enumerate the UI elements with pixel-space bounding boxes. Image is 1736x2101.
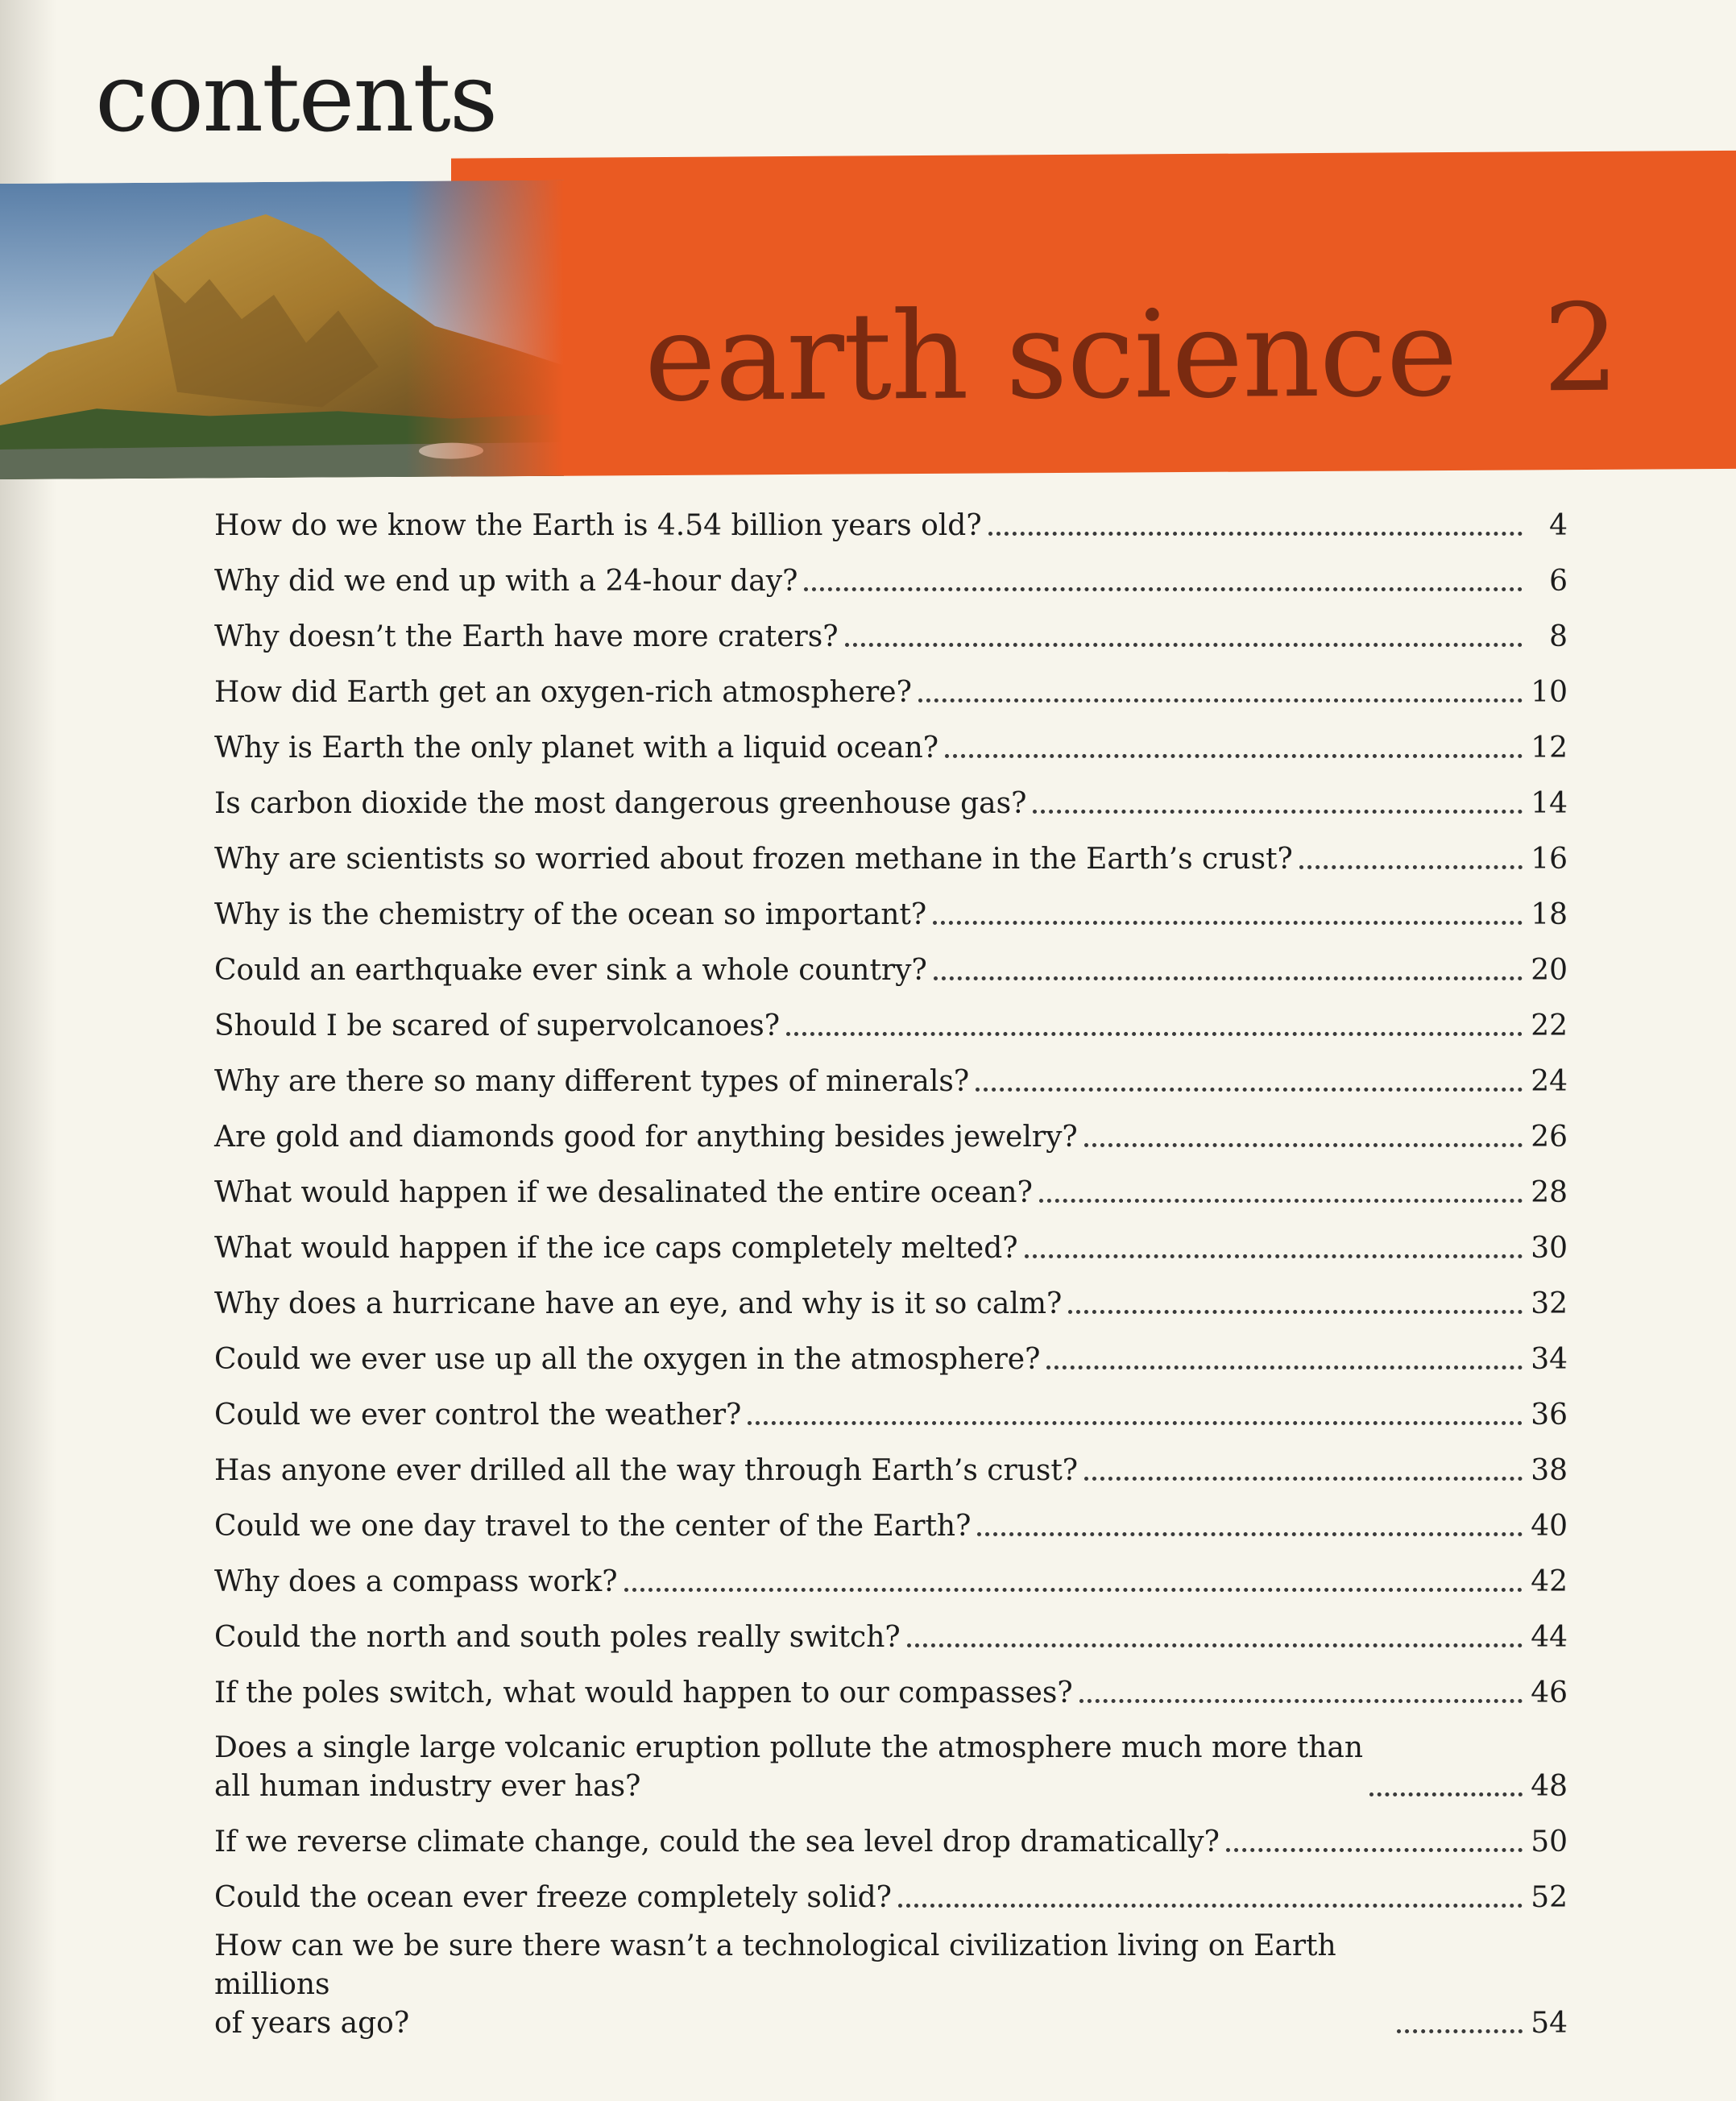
dot-leader [918,698,1523,702]
toc-entry[interactable] [214,1379,1568,1435]
toc-entry-title: Could the north and south poles really switch? [214,1621,901,1654]
toc-entry-page: 46 [1531,1676,1568,1709]
dot-leader [934,976,1523,980]
dot-leader [898,1904,1523,1908]
dot-leader [1299,865,1523,869]
toc-entry-page: 16 [1531,843,1568,876]
toc-entry-page: 24 [1531,1065,1568,1098]
toc-entry-title [214,1729,1363,1806]
dot-leader [845,643,1523,647]
toc-entry-title: What would happen if the ice caps completely melted? [214,1232,1018,1265]
dot-leader [804,587,1523,591]
section-page-number: 2 [1543,278,1620,420]
toc-entry-title: Could an earthquake ever sink a whole country? [214,954,927,987]
toc-entry-title: Could we one day travel to the center of the Earth? [214,1510,972,1543]
toc-entry[interactable] [214,601,1568,657]
toc-entry-page: 44 [1531,1621,1568,1654]
toc-entry[interactable] [214,1806,1568,1862]
toc-entry[interactable] [214,1917,1568,2043]
toc-entry-title: Why doesn’t the Earth have more craters? [214,620,839,653]
toc-entry-page: 48 [1531,1770,1568,1803]
toc-entry-title: If the poles switch, what would happen to our compasses? [214,1676,1073,1709]
dot-leader [748,1421,1523,1425]
dot-leader [1084,1143,1523,1147]
toc-entry-page: 22 [1531,1009,1568,1042]
toc-entry-title-line: all human industry ever has? [214,1770,641,1803]
toc-entry[interactable] [214,1046,1568,1101]
toc-entry-page: 52 [1531,1881,1568,1914]
toc-entry-title: Why are scientists so worried about frozen methane in the Earth’s crust? [214,843,1293,876]
toc-entry-title: Could we ever use up all the oxygen in the atmosphere? [214,1343,1041,1376]
toc-entry-title: Has anyone ever drilled all the way through Earth’s crust? [214,1454,1079,1487]
dot-leader [786,1032,1523,1036]
toc-entry[interactable] [214,1546,1568,1602]
toc-entry-page: 18 [1531,898,1568,931]
toc-entry[interactable] [214,1602,1568,1657]
toc-entry[interactable] [214,490,1568,545]
toc-entry[interactable] [214,768,1568,823]
toc-entry-title: Why does a compass work? [214,1565,618,1598]
toc-entry-title: Why is Earth the only planet with a liquid ocean? [214,731,939,765]
toc-entry-page: 28 [1531,1176,1568,1209]
toc-entry[interactable] [214,879,1568,934]
toc-entry-page: 14 [1531,787,1568,820]
dot-leader [1068,1310,1523,1314]
toc-entry[interactable] [214,1268,1568,1324]
toc-entry-title: Why is the chemistry of the ocean so important? [214,898,927,931]
toc-entry-page: 42 [1531,1565,1568,1598]
dot-leader [977,1532,1523,1536]
section-title: earth science [644,283,1457,429]
dot-leader [945,754,1523,758]
toc-entry-title: Why did we end up with a 24-hour day? [214,565,798,598]
toc-entry-title: What would happen if we desalinated the entire ocean? [214,1176,1033,1209]
toc-entry-page: 32 [1531,1287,1568,1320]
dot-leader [624,1588,1523,1592]
cliff-photo-illustration [0,180,564,479]
section-banner [0,151,1736,479]
dot-leader [988,532,1523,536]
toc-entry-title: Is carbon dioxide the most dangerous greenhouse gas? [214,787,1027,820]
toc-entry-page: 40 [1531,1510,1568,1543]
toc-entry-title: How do we know the Earth is 4.54 billion years old? [214,509,982,542]
dot-leader [1039,1199,1523,1203]
toc-entry[interactable] [214,1862,1568,1917]
toc-entry[interactable] [214,934,1568,990]
toc-entry-title [214,1927,1390,2043]
toc-entry[interactable] [214,1490,1568,1546]
toc-entry[interactable] [214,657,1568,712]
toc-entry[interactable] [214,1324,1568,1379]
toc-entry-page: 34 [1531,1343,1568,1376]
dot-leader [1226,1848,1523,1852]
dot-leader [1046,1365,1523,1370]
toc-entry-title: Could we ever control the weather? [214,1399,742,1432]
dot-leader [1025,1254,1523,1258]
toc-entry-page: 4 [1549,509,1568,542]
toc-entry-page: 36 [1531,1399,1568,1432]
toc-entry[interactable] [214,1713,1568,1806]
dot-leader [1369,1792,1523,1796]
toc-entry-page: 10 [1531,676,1568,709]
toc-entry-page: 12 [1531,731,1568,765]
toc-entry[interactable] [214,1657,1568,1713]
toc-entry-page: 20 [1531,954,1568,987]
table-of-contents [214,490,1568,2043]
dot-leader [1033,810,1523,814]
dot-leader [1079,1699,1523,1703]
toc-entry-page: 8 [1549,620,1568,653]
toc-entry-title: Should I be scared of supervolcanoes? [214,1009,781,1042]
toc-entry-page: 54 [1531,2007,1568,2040]
toc-entry-page: 50 [1531,1825,1568,1859]
toc-entry[interactable] [214,823,1568,879]
toc-entry[interactable] [214,990,1568,1046]
toc-entry-page: 26 [1531,1121,1568,1154]
toc-entry-title: How did Earth get an oxygen-rich atmosphere? [214,676,912,709]
toc-entry-title: If we reverse climate change, could the sea level drop dramatically? [214,1825,1220,1859]
toc-entry-title-line: Does a single large volcanic eruption pollute the atmosphere much more than [214,1731,1364,1764]
toc-entry-page: 6 [1549,565,1568,598]
toc-entry-page: 30 [1531,1232,1568,1265]
dot-leader [1397,2029,1523,2033]
toc-entry[interactable] [214,712,1568,768]
contents-heading: contents [95,42,497,153]
dot-leader [933,921,1523,925]
toc-entry-title-line: of years ago? [214,2007,410,2040]
toc-entry-title-line: How can we be sure there wasn’t a technological civilization living on Earth millions [214,1929,1336,2001]
toc-entry[interactable] [214,1101,1568,1157]
toc-entry-title: Could the ocean ever freeze completely solid? [214,1881,892,1914]
toc-entry-title: Are gold and diamonds good for anything besides jewelry? [214,1121,1078,1154]
toc-entry[interactable] [214,1212,1568,1268]
toc-entry-title: Why are there so many different types of minerals? [214,1065,970,1098]
cliff-photo [0,180,564,479]
toc-entry-page: 38 [1531,1454,1568,1487]
toc-entry[interactable] [214,1157,1568,1212]
dot-leader [907,1643,1523,1647]
toc-entry[interactable] [214,545,1568,601]
dot-leader [1084,1477,1523,1481]
toc-entry[interactable] [214,1435,1568,1490]
dot-leader [976,1088,1523,1092]
toc-entry-title: Why does a hurricane have an eye, and why is it so calm? [214,1287,1063,1320]
